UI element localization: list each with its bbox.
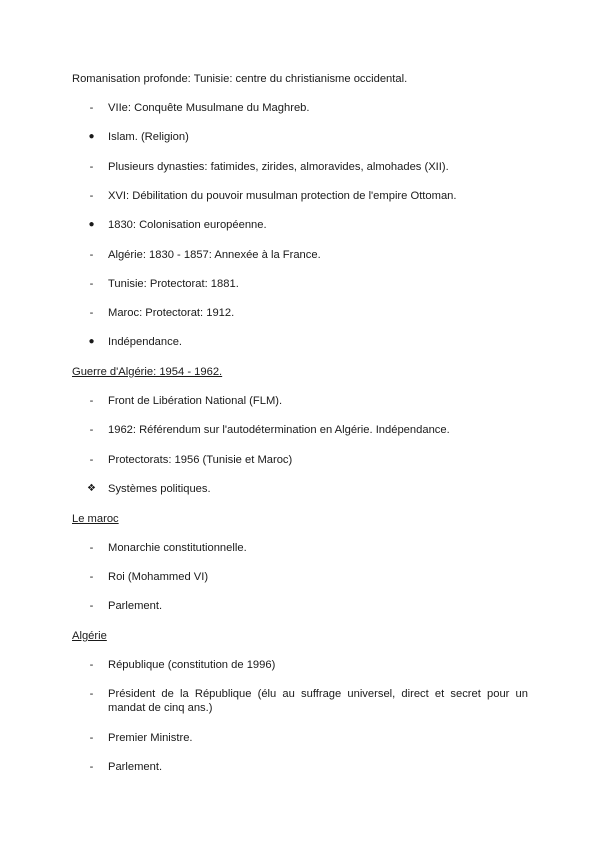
list-item xyxy=(72,760,528,774)
list-item xyxy=(72,541,528,555)
list-item xyxy=(72,453,528,467)
list-item xyxy=(72,423,528,437)
list-item-text: Algérie: 1830 - 1857: Annexée à la France. xyxy=(108,249,321,261)
list-item xyxy=(72,101,528,115)
list-item-text: XVI: Débilitation du pouvoir musulman protection de l'empire Ottoman. xyxy=(108,190,457,202)
bullet-icon: ● xyxy=(88,336,95,347)
list-item xyxy=(72,731,528,745)
list-item xyxy=(72,482,528,496)
dash-marker: - xyxy=(89,659,94,671)
list-item-text: 1962: Référendum sur l'autodétermination en Algérie. Indépendance. xyxy=(108,424,450,436)
list-item xyxy=(72,306,528,320)
dash-marker: - xyxy=(89,600,94,612)
list-item-text: Maroc: Protectorat: 1912. xyxy=(108,307,235,319)
list-item xyxy=(72,687,528,715)
list-item-text: Président de la République (élu au suffrage universel, direct et secret pour un mandat de cinq ans.) xyxy=(108,688,528,714)
dash-marker: - xyxy=(89,424,94,436)
dash-marker: - xyxy=(89,190,94,202)
list-item-text: Premier Ministre. xyxy=(108,732,193,744)
dash-marker: - xyxy=(89,307,94,319)
dash-marker: - xyxy=(89,161,94,173)
list-item-text: Monarchie constitutionnelle. xyxy=(108,542,247,554)
intro-line: Romanisation profonde: Tunisie: centre du christianisme occidental. xyxy=(72,73,408,85)
list-item-text: VIIe: Conquête Musulmane du Maghreb. xyxy=(108,102,310,114)
dash-marker: - xyxy=(89,732,94,744)
list-item-text: 1830: Colonisation européenne. xyxy=(108,219,267,231)
list-item xyxy=(72,130,528,144)
list-item xyxy=(72,335,528,349)
section-heading-algerie: Algérie xyxy=(72,630,107,642)
bullet-icon: ● xyxy=(88,131,95,142)
section-heading-guerre: Guerre d'Algérie: 1954 - 1962. xyxy=(72,366,223,378)
diamond-bullet-icon: ❖ xyxy=(87,483,96,494)
list-item-text: République (constitution de 1996) xyxy=(108,659,276,671)
list-item-text: Systèmes politiques. xyxy=(108,483,211,495)
list-item-text: Indépendance. xyxy=(108,336,183,348)
list-item xyxy=(72,570,528,584)
list-item-text: Islam. (Religion) xyxy=(108,131,189,143)
list-item xyxy=(72,599,528,613)
list-item-text: Protectorats: 1956 (Tunisie et Maroc) xyxy=(108,454,293,466)
dash-marker: - xyxy=(89,761,94,773)
list-item-text: Plusieurs dynasties: fatimides, zirides, almoravides, almohades (XII). xyxy=(108,161,449,173)
list-item xyxy=(72,189,528,203)
dash-marker: - xyxy=(89,249,94,261)
dash-marker: - xyxy=(89,571,94,583)
dash-marker: - xyxy=(89,454,94,466)
dash-marker: - xyxy=(89,542,94,554)
list-item xyxy=(72,160,528,174)
list-item-text: Parlement. xyxy=(108,761,163,773)
list-item-text: Roi (Mohammed VI) xyxy=(108,571,209,583)
list-item xyxy=(72,248,528,262)
dash-marker: - xyxy=(89,102,94,114)
bullet-icon: ● xyxy=(88,219,95,230)
list-item xyxy=(72,658,528,672)
dash-marker: - xyxy=(89,395,94,407)
dash-marker: - xyxy=(89,688,94,700)
list-item xyxy=(72,394,528,408)
list-item xyxy=(72,218,528,232)
section-heading-maroc: Le maroc xyxy=(72,513,119,525)
list-item-text: Tunisie: Protectorat: 1881. xyxy=(108,278,239,290)
list-item-text: Front de Libération National (FLM). xyxy=(108,395,283,407)
list-item xyxy=(72,277,528,291)
list-item-text: Parlement. xyxy=(108,600,163,612)
dash-marker: - xyxy=(89,278,94,290)
